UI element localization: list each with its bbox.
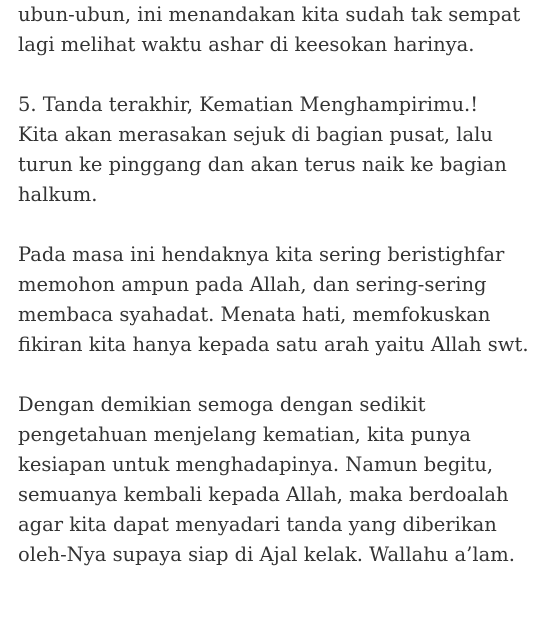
text-line: lagi melihat waktu ashar di keesokan harinya. — [18, 33, 475, 56]
paragraph-conclusion — [18, 390, 548, 570]
article-body — [18, 0, 548, 600]
text-line: oleh-Nya supaya siap di Ajal kelak. Wallahu a’lam. — [18, 543, 515, 566]
text-line: kesiapan untuk menghadapinya. Namun begitu, — [18, 453, 494, 476]
text-line: fikiran kita hanya kepada satu arah yaitu Allah swt. — [18, 333, 529, 356]
text-line: Dengan demikian semoga dengan sedikit — [18, 393, 426, 416]
paragraph-final-sign — [18, 90, 548, 210]
text-line: Kita akan merasakan sejuk di bagian pusat, lalu — [18, 123, 493, 146]
text-line: ubun-ubun, ini menandakan kita sudah tak sempat — [18, 3, 521, 26]
paragraph-istighfar — [18, 240, 548, 360]
text-line: agar kita dapat menyadari tanda yang diberikan — [18, 513, 497, 536]
text-line: semuanya kembali kepada Allah, maka berdoalah — [18, 483, 509, 506]
text-line: pengetahuan menjelang kematian, kita punya — [18, 423, 471, 446]
text-line: halkum. — [18, 183, 98, 206]
text-line: Pada masa ini hendaknya kita sering beristighfar — [18, 243, 505, 266]
paragraph-closing-hour-sign — [18, 0, 548, 60]
section-heading-line: 5. Tanda terakhir, Kematian Menghampirimu.! — [18, 93, 479, 116]
text-line: memohon ampun pada Allah, dan sering-sering — [18, 273, 487, 296]
text-line: membaca syahadat. Menata hati, memfokuskan — [18, 303, 491, 326]
text-line: turun ke pinggang dan akan terus naik ke bagian — [18, 153, 507, 176]
